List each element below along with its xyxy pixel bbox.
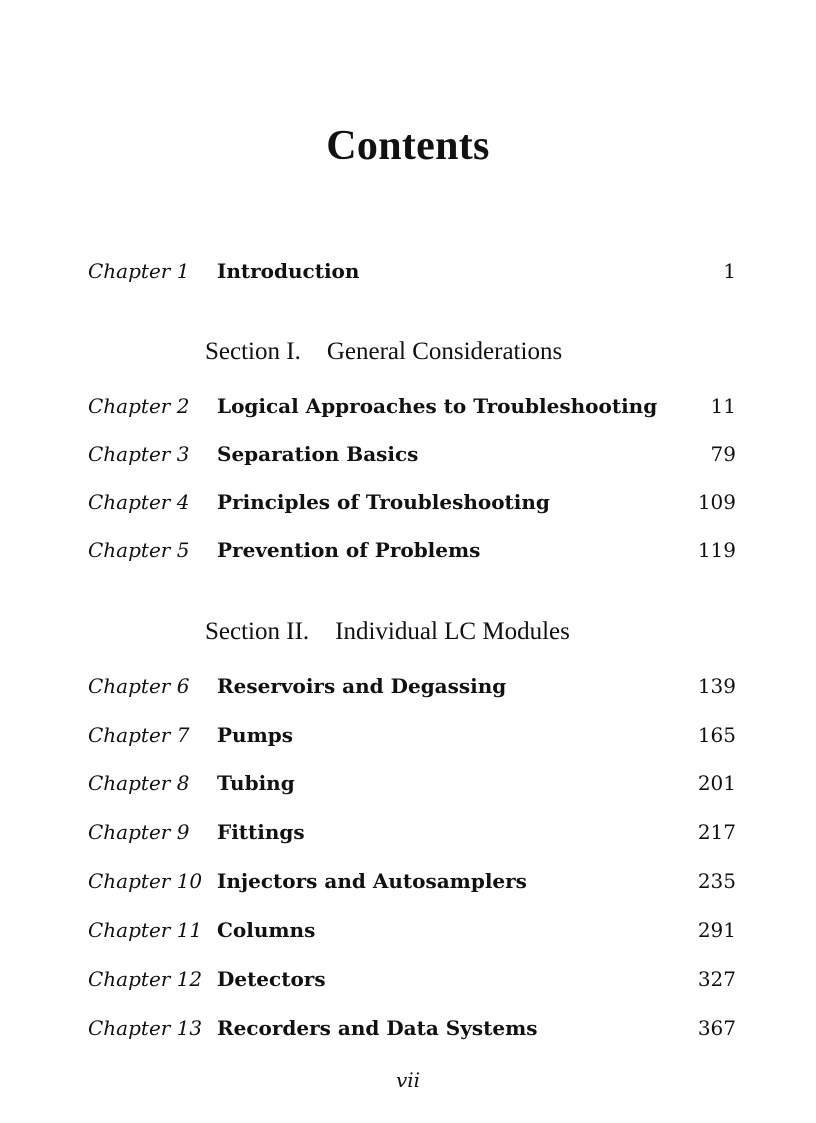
section-number: Section II. bbox=[205, 618, 310, 645]
chapter-title: Reservoirs and Degassing bbox=[217, 674, 507, 698]
toc-entry bbox=[0, 915, 816, 945]
toc-entry bbox=[0, 487, 816, 517]
section-title: Individual LC Modules bbox=[335, 618, 570, 645]
page-number: 367 bbox=[697, 1016, 736, 1040]
chapter-title: Introduction bbox=[217, 259, 360, 283]
section-title: General Considerations bbox=[326, 338, 563, 365]
chapter-title: Detectors bbox=[217, 967, 326, 991]
chapter-title: Tubing bbox=[217, 771, 295, 795]
page-number: 1 bbox=[723, 259, 736, 283]
page-title: Contents bbox=[326, 123, 490, 169]
toc-entry bbox=[0, 720, 816, 750]
chapter-label: Chapter 5 bbox=[88, 538, 190, 562]
section-heading bbox=[205, 615, 570, 649]
chapter-title: Fittings bbox=[217, 820, 305, 844]
page-number: 235 bbox=[697, 869, 736, 893]
chapter-title: Pumps bbox=[217, 723, 293, 747]
chapter-label: Chapter 10 bbox=[88, 869, 203, 893]
page-number: 217 bbox=[697, 820, 736, 844]
chapter-title: Principles of Troubleshooting bbox=[217, 490, 550, 514]
chapter-label: Chapter 7 bbox=[88, 723, 190, 747]
chapter-label: Chapter 9 bbox=[88, 820, 190, 844]
toc-entry bbox=[0, 1013, 816, 1043]
chapter-title: Recorders and Data Systems bbox=[217, 1016, 538, 1040]
chapter-title: Separation Basics bbox=[217, 442, 419, 466]
toc-entry bbox=[0, 671, 816, 701]
page-number: 327 bbox=[697, 967, 736, 991]
chapter-label: Chapter 11 bbox=[88, 918, 203, 942]
toc-entry bbox=[0, 391, 816, 421]
toc-entry bbox=[0, 535, 816, 565]
toc-entry bbox=[0, 256, 816, 286]
chapter-title: Prevention of Problems bbox=[217, 538, 481, 562]
toc-entry bbox=[0, 768, 816, 798]
chapter-title: Logical Approaches to Troubleshooting bbox=[217, 394, 658, 418]
toc-entry bbox=[0, 866, 816, 896]
chapter-label: Chapter 6 bbox=[88, 674, 190, 698]
page-number: 79 bbox=[710, 442, 736, 466]
section-heading bbox=[205, 335, 562, 369]
page-number: 291 bbox=[697, 918, 736, 942]
section-number: Section I. bbox=[205, 338, 301, 365]
chapter-label: Chapter 12 bbox=[88, 967, 203, 991]
chapter-label: Chapter 1 bbox=[88, 259, 190, 283]
chapter-label: Chapter 8 bbox=[88, 771, 190, 795]
toc-entry bbox=[0, 439, 816, 469]
page-folio: vii bbox=[395, 1068, 421, 1092]
chapter-label: Chapter 4 bbox=[88, 490, 190, 514]
page-number: 201 bbox=[697, 771, 736, 795]
chapter-label: Chapter 3 bbox=[88, 442, 190, 466]
chapter-label: Chapter 13 bbox=[88, 1016, 203, 1040]
page-number: 165 bbox=[697, 723, 736, 747]
toc-entry bbox=[0, 817, 816, 847]
chapter-title: Columns bbox=[217, 918, 316, 942]
chapter-label: Chapter 2 bbox=[88, 394, 190, 418]
page-number: 119 bbox=[697, 538, 736, 562]
page-number: 109 bbox=[697, 490, 736, 514]
toc-entry bbox=[0, 964, 816, 994]
chapter-title: Injectors and Autosamplers bbox=[217, 869, 527, 893]
page-number: 11 bbox=[710, 394, 736, 418]
page-number: 139 bbox=[697, 674, 736, 698]
